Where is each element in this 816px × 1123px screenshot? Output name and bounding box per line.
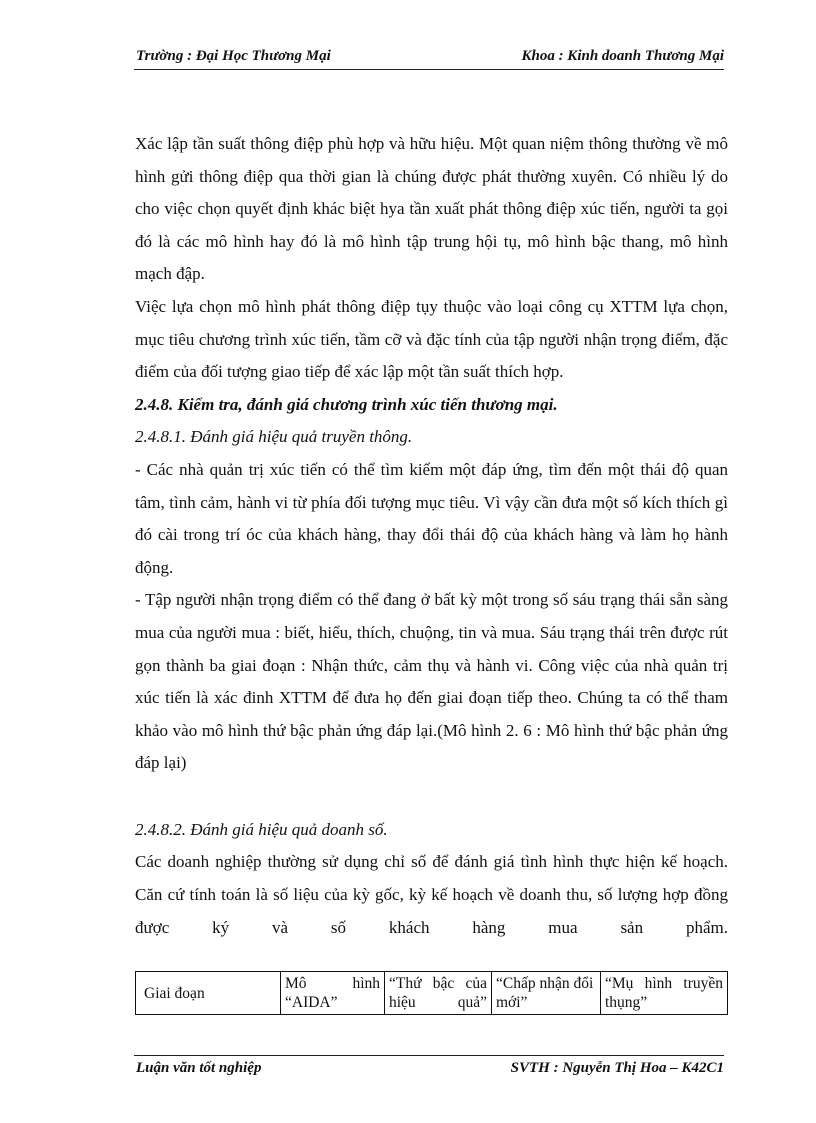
table-header-cell: “Mụ hình truyền thụng” [601, 972, 728, 1015]
paragraph-frequency: Xác lập tần suất thông điệp phù hợp và hữu hiệu. Một quan niệm thông thường về mô hình gửi thông điệp qua thời gian là chúng được phát thường xuyên. Có nhiều lý do cho việc chọn quyết định khác biệt hya tần xuất phát thông điệp xúc tiến, người ta gọi đó là các mô hình hay đó là mô hình tập trung hội tụ, mô hình bậc thang, mô hình mạch đập. [135, 134, 728, 284]
paragraph-model-choice: Việc lựa chọn mô hình phát thông điệp tụy thuộc vào loại công cụ XTTM lựa chọn, mục tiêu chương trình xúc tiến, tầm cỡ và đặc tính của tập người nhận trọng điểm, đặc điểm của đối tượng giao tiếp để xác lập một tần suất thích hợp. [135, 296, 728, 382]
table-header-cell: “Chấp nhận đổi mới” [492, 972, 601, 1015]
page-body [135, 128, 728, 944]
footer-thesis: Luận văn tốt nghiệp [136, 1060, 262, 1076]
table-header-row [136, 972, 728, 1015]
header-faculty: Khoa : Kinh doanh Thương Mại [521, 48, 724, 64]
table-header-cell: Mô hình “AIDA” [281, 972, 385, 1015]
paragraph-buyer-states: - Tập người nhận trọng điểm có thể đang ở bất kỳ một trong số sáu trạng thái sẵn sàng mua của người mua : biết, hiểu, thích, chuộng, tin và mua. Sáu trạng thái trên được rút gọn thành ba giai đoạn : Nhận thức, cảm thụ và hành vi. Công việc của nhà quản trị xúc tiến là xác đinh XTTM để đưa họ đến giai đoạn tiếp theo. Chúng ta có thể tham khảo vào mô hình thứ bậc phản ứng đáp lại.(Mô hình 2. 6 : Mô hình thứ bậc phản ứng đáp lại) [135, 590, 728, 773]
paragraph-response: - Các nhà quản trị xúc tiến có thể tìm kiếm một đáp ứng, tìm đến một thái độ quan tâm, tình cảm, hành vi từ phía đối tượng mục tiêu. Vì vậy cần đưa một số kích thích gì đó cài trong trí óc của khách hàng, thay đổi thái độ của khách hàng và làm họ hành động. [135, 459, 728, 577]
table-header-cell: Giai đoạn [136, 972, 281, 1015]
footer-rule [134, 1055, 724, 1056]
paragraph-sales-index: Các doanh nghiệp thường sử dụng chỉ số để đánh giá tình hình thực hiện kế hoạch. Căn cứ tính toán là số liệu của kỳ gốc, kỳ kế hoạch về doanh thu, số lượng hợp đồng được ký và số khách hàng mua sản phẩm. [135, 852, 728, 937]
spacer [135, 780, 728, 814]
table-header-cell: “Thứ bậc của hiệu quả” [385, 972, 492, 1015]
subsection-heading-2-4-8-2: 2.4.8.2. Đánh giá hiệu quả doanh số. [135, 819, 388, 839]
footer-author: SVTH : Nguyễn Thị Hoa – K42C1 [510, 1060, 724, 1076]
subsection-heading-2-4-8-1: 2.4.8.1. Đánh giá hiệu quả truyền thông. [135, 427, 413, 447]
response-model-table [135, 971, 728, 1028]
header-school: Trường : Đại Học Thương Mại [136, 48, 331, 64]
header-rule [134, 69, 724, 70]
section-heading-2-4-8: 2.4.8. Kiểm tra, đánh giá chương trình xúc tiến thương mại. [135, 394, 558, 414]
